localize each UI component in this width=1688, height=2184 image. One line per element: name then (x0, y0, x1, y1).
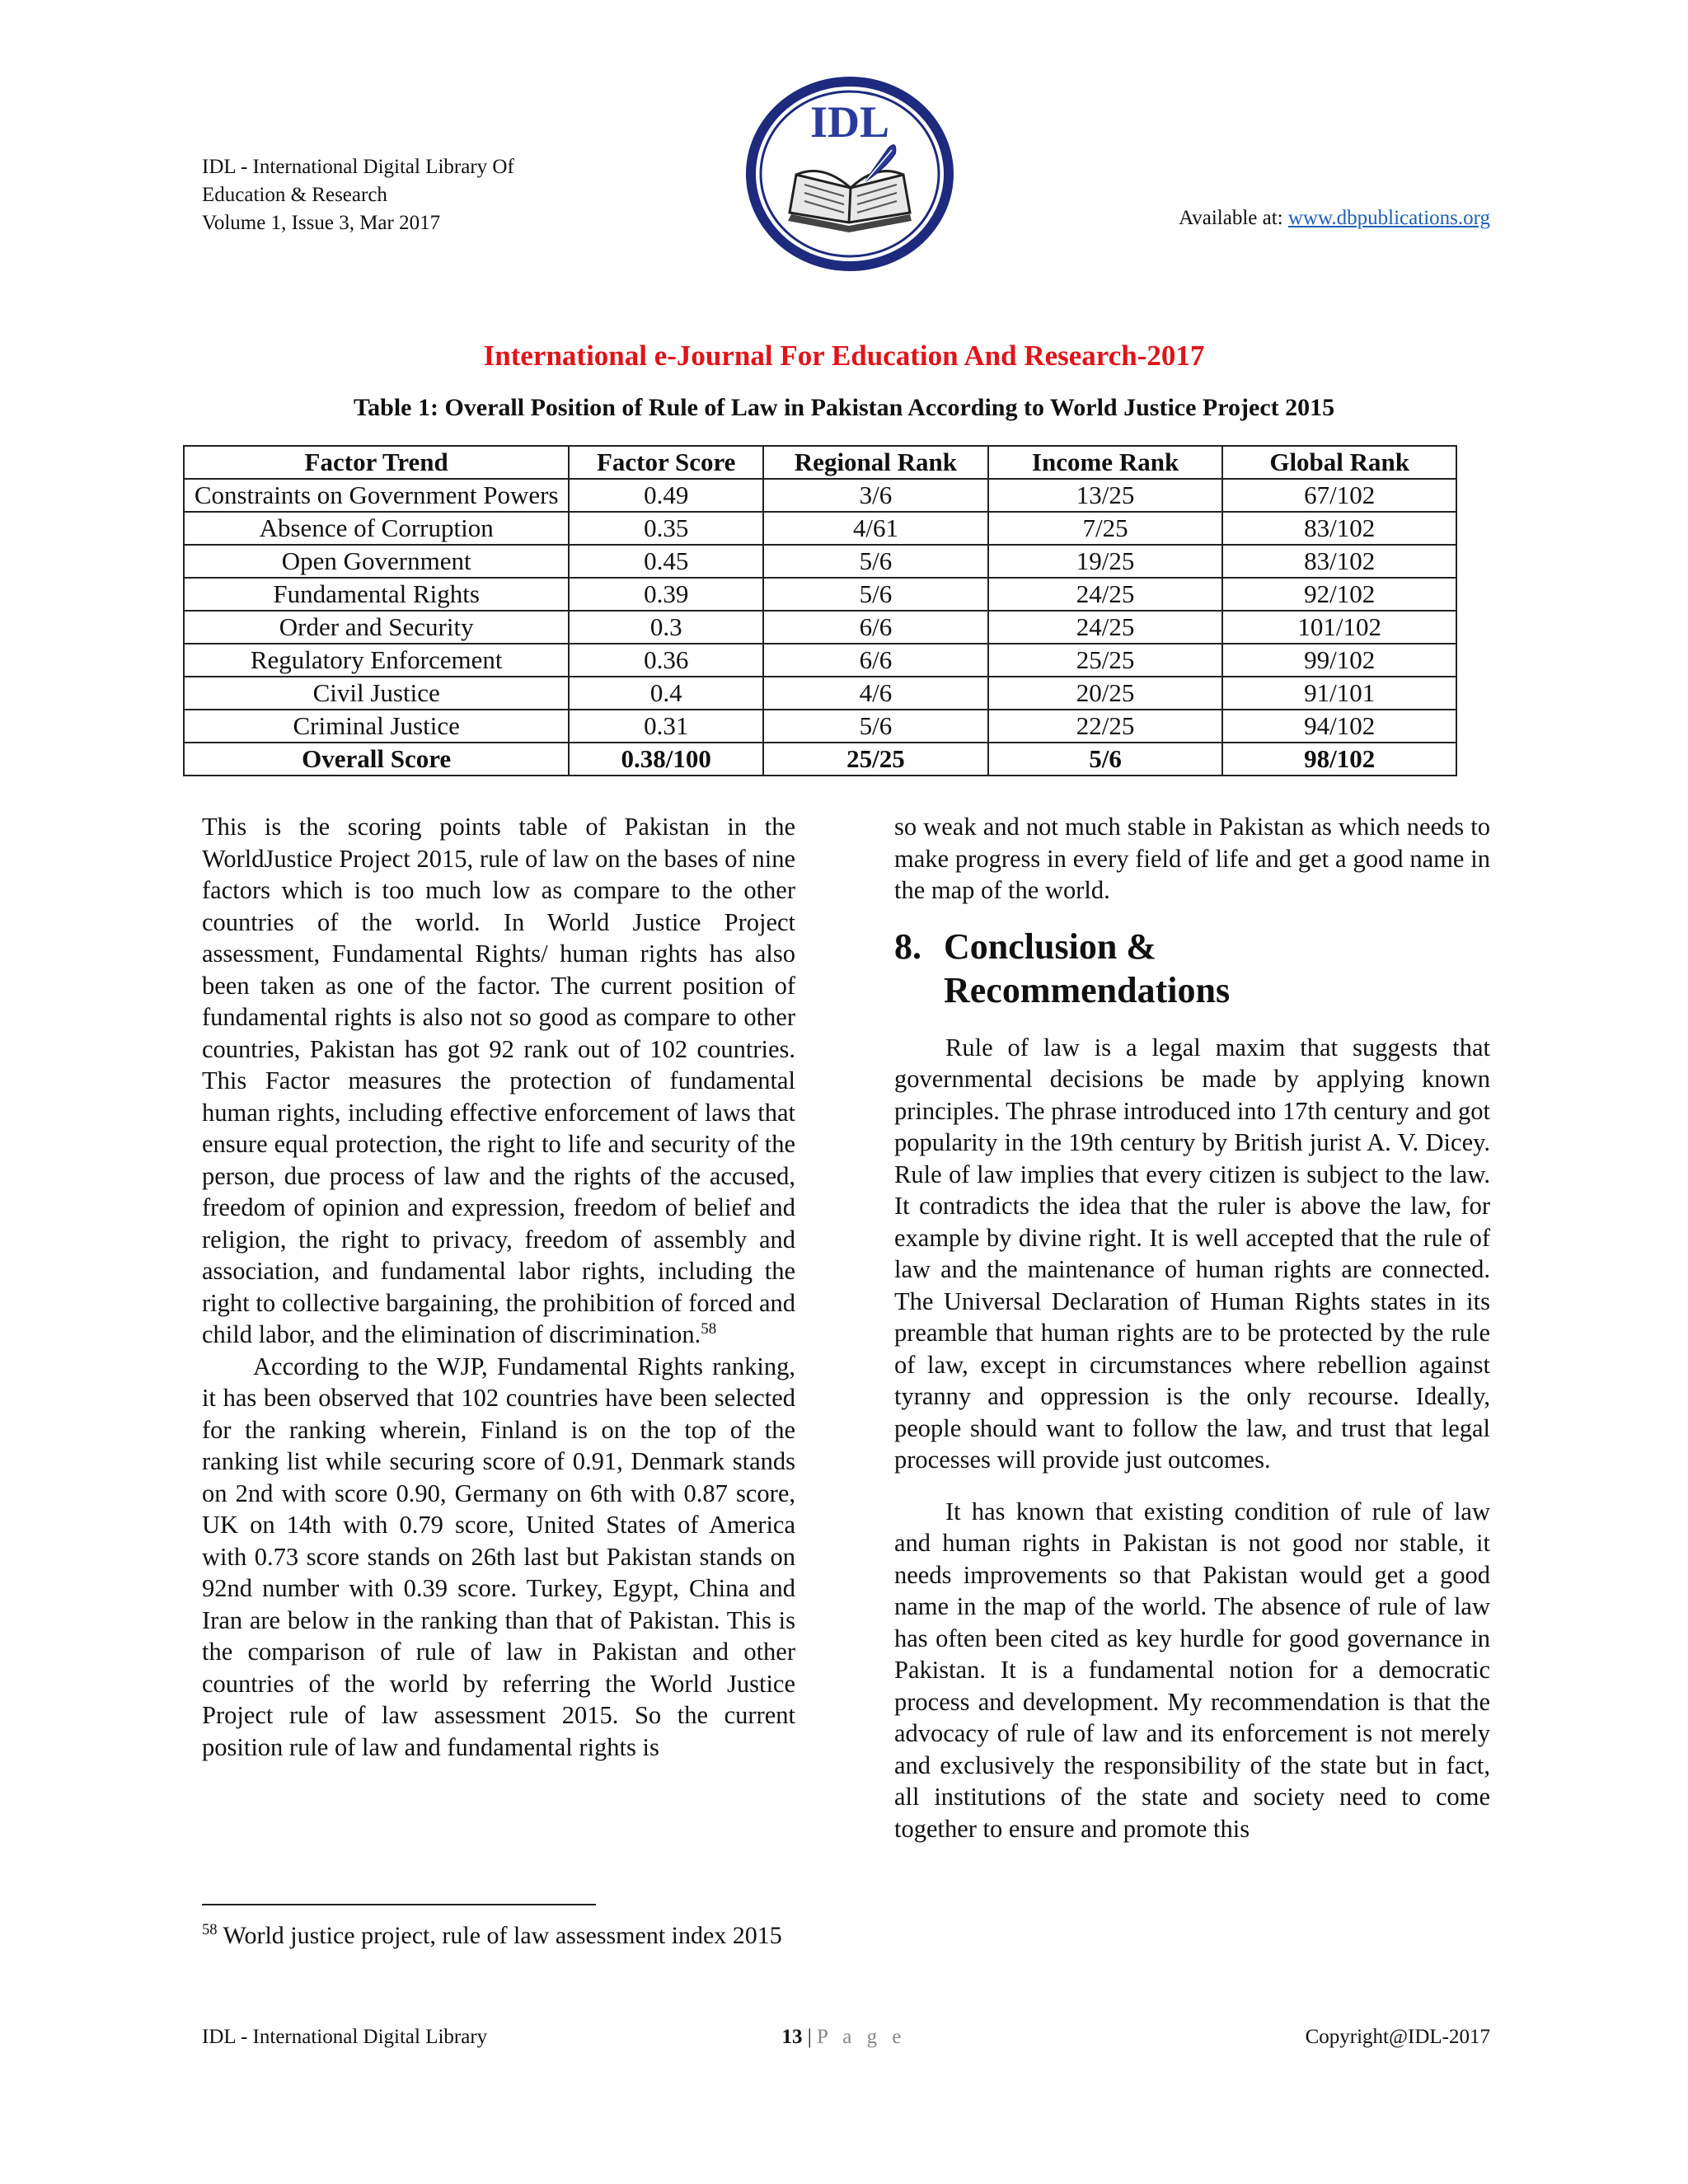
table-cell: 7/25 (988, 512, 1223, 545)
table-row (184, 644, 1456, 677)
footnote-reference[interactable]: 58 (701, 1319, 717, 1338)
available-label: Available at: (1179, 207, 1288, 229)
table-cell: 0.31 (569, 710, 763, 743)
journal-title: International e-Journal For Education And Research-2017 (483, 340, 1205, 372)
table-cell: 20/25 (988, 677, 1223, 710)
table-cell: 91/101 (1222, 677, 1456, 710)
table-header-row (184, 446, 1456, 479)
table-cell: 0.35 (569, 512, 763, 545)
table-cell: 99/102 (1222, 644, 1456, 677)
section-heading (894, 925, 1490, 1012)
table-cell: 19/25 (988, 545, 1223, 578)
table-cell: Civil Justice (184, 677, 569, 710)
table-cell: 4/6 (763, 677, 988, 710)
table-cell: 5/6 (988, 743, 1223, 776)
rule-of-law-table (183, 445, 1457, 776)
table-cell: 6/6 (763, 611, 988, 644)
body-paragraph: so weak and not much stable in Pakistan as which needs to make progress in every field of life and get a good name in the map of the world. (894, 813, 1490, 904)
header-library-line2: Education & Research (202, 184, 387, 206)
logo-text: IDL (809, 97, 890, 147)
footnote (202, 1920, 795, 1952)
footer-library: IDL - International Digital Library (202, 2026, 488, 2048)
table-cell: Absence of Corruption (184, 512, 569, 545)
table-cell: 0.36 (569, 644, 763, 677)
table-cell: 6/6 (763, 644, 988, 677)
table-cell: 0.38/100 (569, 743, 763, 776)
table-cell: 67/102 (1222, 479, 1456, 512)
footnote-text: World justice project, rule of law assessment index 2015 (217, 1922, 782, 1949)
table-cell: 25/25 (988, 644, 1223, 677)
body-paragraph: It has known that existing condition of rule of law and human rights in Pakistan is not good nor stable, it needs improvements so that Pakistan would get a good name in the map of the world. The absence of rule of law has often been cited as key hurdle for good governance in Pakistan. It is a fundamental notion for a democratic process and development. My recommendation is that the advocacy of rule of law and its enforcement is not merely and exclusively the responsibility of the state but in fact, all institutions of the state and society need to come together to ensure and promote this (894, 1497, 1490, 1843)
header-library-line1: IDL - International Digital Library Of (202, 156, 514, 178)
body-paragraph: According to the WJP, Fundamental Rights ranking, it has been observed that 102 countries have been selected for the ranking wherein, Finland is on the top of the ranking list while securing score of 0.91, Denmark stands on 2nd with score 0.90, Germany on 6th with 0.87 score, UK on 14th with 0.79 score, United States of America with 0.73 score stands on 26th last but Pakistan stands on 92nd number with 0.39 score. Turkey, Egypt, China and Iran are below in the ranking than that of Pakistan. This is the comparison of rule of law in Pakistan and other countries of the world by referring the World Justice Project rule of law assessment 2015. So the current position rule of law and fundamental rights is (202, 1352, 795, 1761)
left-column (202, 811, 795, 1763)
body-paragraph (202, 811, 795, 1351)
table-cell: 0.39 (569, 578, 763, 611)
page-word: P a g e (817, 2026, 907, 2048)
table-header-cell: Factor Score (569, 446, 763, 479)
table-cell: 25/25 (763, 743, 988, 776)
table-cell: 0.49 (569, 479, 763, 512)
table-cell: 5/6 (763, 710, 988, 743)
table-cell: 24/25 (988, 578, 1223, 611)
table-cell: 101/102 (1222, 611, 1456, 644)
table-cell: Overall Score (184, 743, 569, 776)
table-header-cell: Income Rank (988, 446, 1223, 479)
table-cell: Criminal Justice (184, 710, 569, 743)
publisher-link[interactable]: www.dbpublications.org (1287, 207, 1490, 229)
footer-copyright: Copyright@IDL-2017 (1305, 2026, 1490, 2048)
table-cell: 3/6 (763, 479, 988, 512)
table-cell: Order and Security (184, 611, 569, 644)
footnote-divider (202, 1904, 596, 1905)
header-info (202, 153, 514, 237)
table-cell: 83/102 (1222, 545, 1456, 578)
body-paragraph: Rule of law is a legal maxim that suggests that governmental decisions be made by applying known principles. The phrase introduced into 17th century and got popularity in the 19th century by British jurist A. V. Dicey. Rule of law implies that every citizen is subject to the law. It contradicts the idea that the ruler is above the law, for example by divine right. It is well accepted that the rule of law and the maintenance of human rights are connected. The Universal Declaration of Human Rights states in its preamble that human rights are to be protected by the rule of law, except in circumstances where rebellion against tyranny and oppression is the only recourse. Ideally, people should want to follow the law, and trust that legal processes will provide just outcomes. (894, 1033, 1490, 1474)
table-cell: 5/6 (763, 545, 988, 578)
table-cell: 83/102 (1222, 512, 1456, 545)
table-cell: 22/25 (988, 710, 1223, 743)
table-cell: Constraints on Government Powers (184, 479, 569, 512)
section-title-line1: Conclusion & (944, 926, 1156, 967)
table-cell: 98/102 (1222, 743, 1456, 776)
table-cell: 4/61 (763, 512, 988, 545)
table-cell: 0.3 (569, 611, 763, 644)
table-row (184, 512, 1456, 545)
paragraph-text: This is the scoring points table of Pakistan in the WorldJustice Project 2015, rule of law on the bases of nine factors which is too much low as compare to the other countries of the world. In World Justice Project assessment, Fundamental Rights/ human rights has also been taken as one of the factor. The current position of fundamental rights is also not so good as compare to other countries, Pakistan has got 92 rank out of 102 countries. This Factor measures the protection of fundamental human rights, including effective enforcement of laws that ensure equal protection, the right to life and security of the person, due process of law and the rights of the accused, freedom of opinion and expression, freedom of belief and religion, the right to privacy, freedom of assembly and association, and fundamental labor rights, including the right to collective bargaining, the prohibition of forced and child labor, and the elimination of discrimination. (202, 813, 795, 1348)
table-cell: 0.4 (569, 677, 763, 710)
table-cell: Regulatory Enforcement (184, 644, 569, 677)
table-cell: 13/25 (988, 479, 1223, 512)
header-volume: Volume 1, Issue 3, Mar 2017 (202, 212, 441, 234)
table-cell: 92/102 (1222, 578, 1456, 611)
table-row (184, 677, 1456, 710)
footnote-number: 58 (202, 1921, 218, 1938)
table-cell: Fundamental Rights (184, 578, 569, 611)
table-row (184, 710, 1456, 743)
section-number: 8. (894, 926, 921, 967)
table-row (184, 479, 1456, 512)
section-title-line2: Recommendations (944, 969, 1231, 1010)
page-num: 13 (781, 2026, 803, 2048)
table-cell: Open Government (184, 545, 569, 578)
table-header-cell: Global Rank (1222, 446, 1456, 479)
table-cell: 94/102 (1222, 710, 1456, 743)
table-row (184, 578, 1456, 611)
table-cell: 5/6 (763, 578, 988, 611)
table-header-cell: Regional Rank (763, 446, 988, 479)
idl-logo (742, 73, 958, 275)
header-available (1179, 204, 1490, 232)
table-row (184, 545, 1456, 578)
table-header-cell: Factor Trend (184, 446, 569, 479)
table-row (184, 611, 1456, 644)
table-cell: 0.45 (569, 545, 763, 578)
page-separator: | (802, 2026, 818, 2048)
table-total-row (184, 743, 1456, 776)
table-cell: 24/25 (988, 611, 1223, 644)
right-column (894, 811, 1490, 1844)
table-caption: Table 1: Overall Position of Rule of Law in Pakistan According to World Justice Project 2015 (353, 394, 1335, 421)
